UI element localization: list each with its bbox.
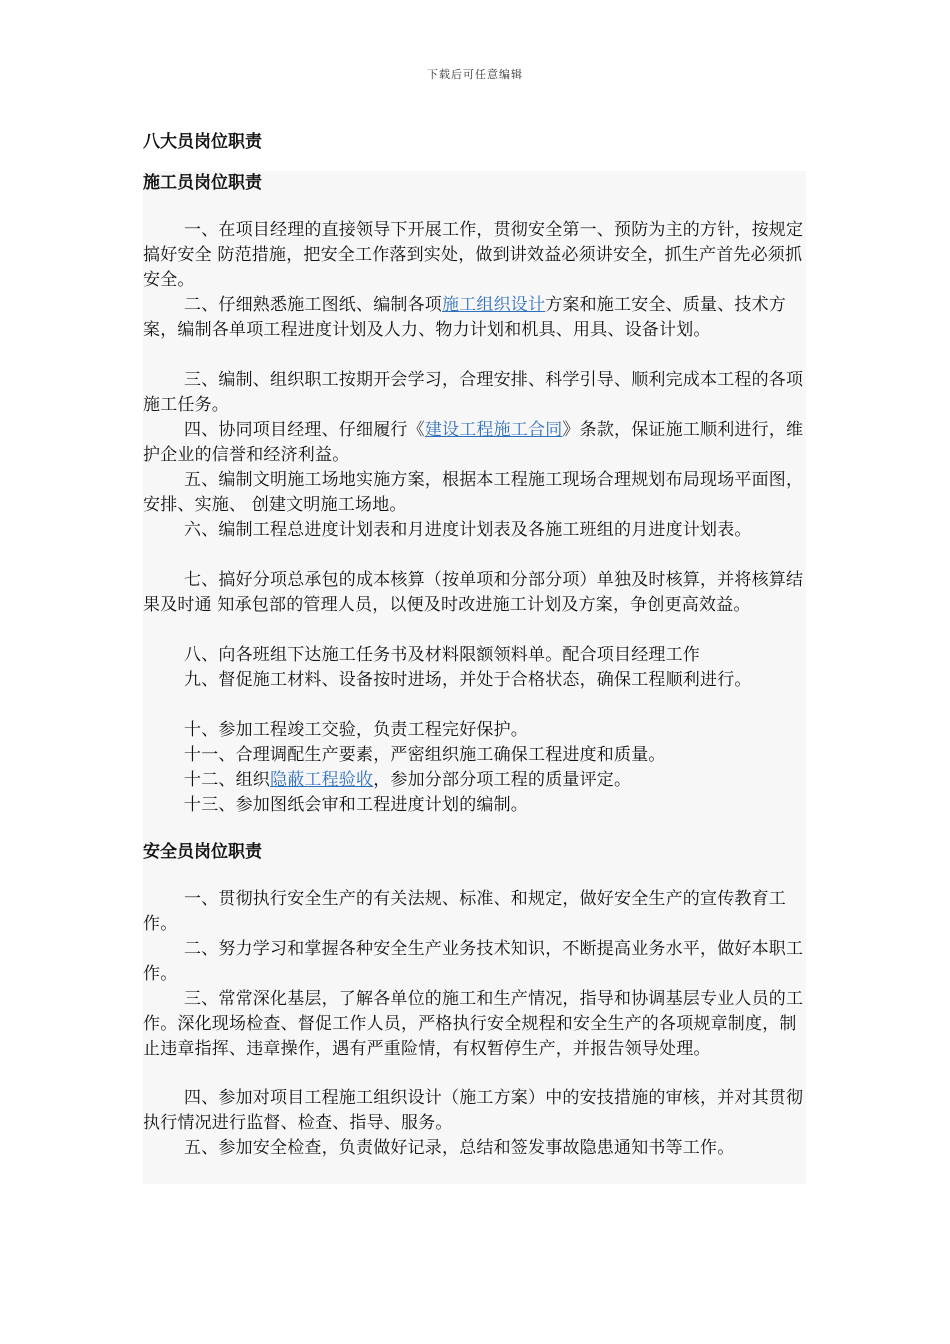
paragraph: 七、搞好分项总承包的成本核算（按单项和分部分项）单独及时核算，并将核算结果及时通 知承包部的管理人员，以便及时改进施工计划及方案，争创更高效益。 [143,570,804,615]
paragraph: 一、在项目经理的直接领导下开展工作，贯彻安全第一、预防为主的方针，按规定搞好安全 防范措施，把安全工作落到实处，做到讲效益必须讲安全，抓生产首先必须抓安全。 [143,220,804,290]
paragraph: 一、贯彻执行安全生产的有关法规、标准、和规定，做好安全生产的宣传教育工作。 [143,889,786,934]
paragraph: 五、参加安全检查，负责做好记录，总结和签发事故隐患通知书等工作。 [184,1138,735,1158]
page-header: 下载后可任意编辑 [427,68,523,81]
document-title: 八大员岗位职责 [143,132,262,152]
paragraph: 三、编制、组织职工按期开会学习，合理安排、科学引导、顺利完成本工程的各项施工任务。 [143,370,804,415]
section-title-construction: 施工员岗位职责 [143,173,262,193]
paragraph: 四、参加对项目工程施工组织设计（施工方案）中的安技措施的审核，并对其贯彻执行情况进行监督、检查、指导、服务。 [143,1088,804,1133]
paragraph: 十一、合理调配生产要素，严密组织施工确保工程进度和质量。 [184,745,666,765]
section-title-safety: 安全员岗位职责 [143,842,262,862]
paragraph-text: 四、协同项目经理、仔细履行《 [184,420,425,440]
paragraph: 三、常常深化基层，了解各单位的施工和生产情况，指导和协调基层专业人员的工作。深化现场检查、督促工作人员，严格执行安全规程和安全生产的各项规章制度，制止违章指挥、违章操作，遇有严重险情，有权暂停生产，并报告领导处理。 [143,989,804,1059]
link-concealed-works-acceptance[interactable]: 隐蔽工程验收 [270,770,374,790]
paragraph-text: 》条款，保证施工顺利进行，维护企业的信誉和经济利益。 [143,420,804,465]
paragraph: 十、参加工程竣工交验，负责工程完好保护。 [184,720,528,740]
paragraph: 八、向各班组下达施工任务书及材料限额领料单。配合项目经理工作 [184,645,700,665]
paragraph [143,293,811,343]
paragraph [143,768,811,793]
link-construction-org-design[interactable]: 施工组织设计 [442,295,546,315]
paragraph: 二、努力学习和掌握各种安全生产业务技术知识，不断提高业务水平，做好本职工作。 [143,939,804,984]
paragraph: 五、编制文明施工场地实施方案，根据本工程施工现场合理规划布局现场平面图，安排、实施、 创建文明施工场地。 [143,470,804,515]
paragraph-text: 二、仔细熟悉施工图纸、编制各项 [184,295,442,315]
paragraph-text: ，参加分部分项工程的质量评定。 [373,770,632,790]
paragraph: 十三、参加图纸会审和工程进度计划的编制。 [184,795,528,815]
paragraph-text: 十二、组织 [184,770,270,790]
paragraph: 六、编制工程总进度计划表和月进度计划表及各施工班组的月进度计划表。 [184,520,752,540]
paragraph-text: 方案和施工安全、质量、技术方案，编制各单项工程进度计划及人力、物力计划和机具、用具、设备计划。 [143,295,787,340]
link-construction-contract[interactable]: 建设工程施工合同 [424,420,563,440]
paragraph [143,418,811,468]
paragraph: 九、督促施工材料、设备按时进场，并处于合格状态，确保工程顺利进行。 [184,670,752,690]
